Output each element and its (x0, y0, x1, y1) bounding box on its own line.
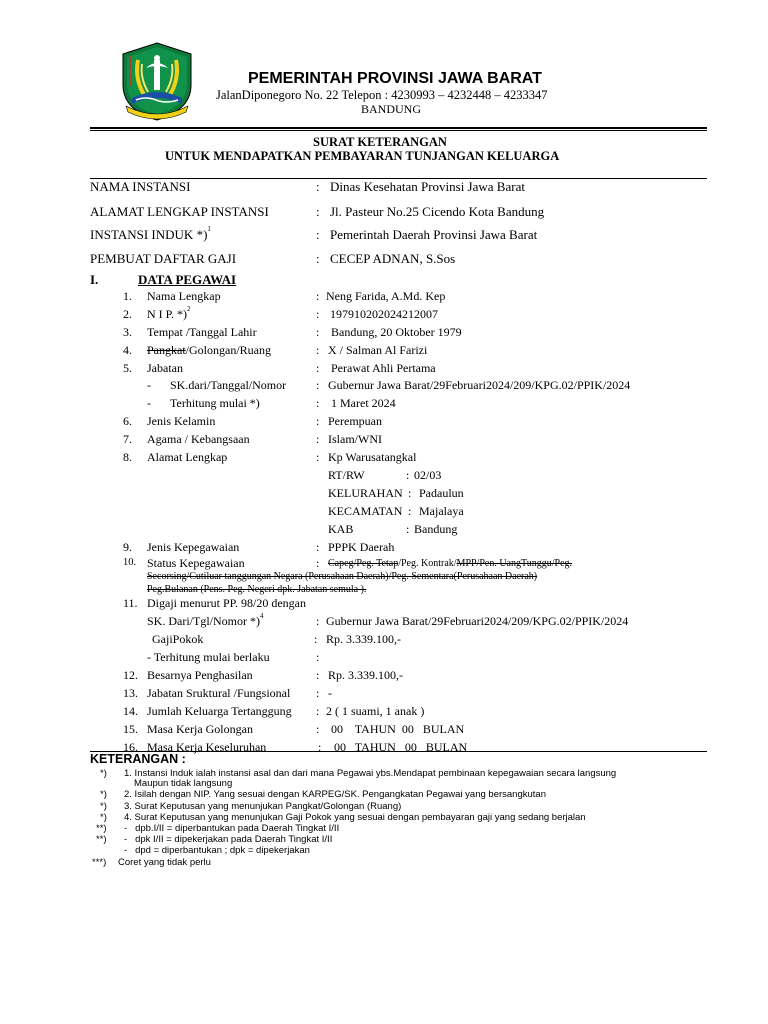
item-sep: : (316, 704, 320, 718)
item-label: Agama / Kebangsaan (147, 432, 250, 446)
effective-date-label: - Terhitung mulai berlaku (147, 650, 270, 664)
item-number: 10. (123, 557, 137, 568)
item-number: 1. (123, 289, 132, 303)
section-number: I. (90, 272, 99, 287)
item-sep: : (316, 450, 320, 464)
sk-label-text: SK. Dari/Tgl/Nomor *) (147, 614, 260, 628)
item-label (147, 307, 191, 322)
item-sep: : (316, 432, 320, 446)
item-number: 8. (123, 450, 132, 464)
document-subtitle: UNTUK MENDAPATKAN PEMBAYARAN TUNJANGAN KELUARGA (165, 149, 560, 163)
note-mark: **) (96, 834, 107, 845)
note-mark: *) (100, 768, 107, 779)
item-dash: - (147, 396, 151, 410)
item-number: 3. (123, 325, 132, 339)
address-value: Majalaya (419, 504, 464, 518)
note-text: 1. Instansi Induk ialah instansi asal dan dari mana Pegawai ybs.Mendapat pembinaan kepegawaian secara langsung (124, 768, 617, 779)
item-label: Digaji menurut PP. 98/20 dengan (147, 596, 306, 610)
item-label: Alamat Lengkap (147, 450, 228, 464)
address-label: KELURAHAN (328, 486, 403, 500)
item-value: 2 ( 1 suami, 1 anak ) (326, 704, 425, 718)
item-value: Bandung, 20 Oktober 1979 (331, 325, 462, 339)
item-label: Tempat /Tanggal Lahir (147, 325, 257, 339)
status-options-line3: Peg.Bulanan (Pens. Peg. Negeri dpk. Jabatan semula ). (147, 584, 367, 595)
note-mark: *) (100, 812, 107, 823)
footnote-mark: 4 (260, 612, 264, 620)
item-sep: : (316, 396, 320, 410)
field-sep: : (316, 179, 320, 194)
item-sep: : (316, 343, 320, 357)
field-value: CECEP ADNAN, S.Sos (330, 251, 456, 266)
field-sep: : (316, 227, 320, 242)
address-value: 02/03 (414, 468, 442, 482)
item-value: Neng Farida, A.Md. Kep (326, 289, 446, 303)
address-sep: : (406, 522, 410, 536)
basic-salary-value: Rp. 3.339.100,- (326, 632, 401, 646)
struck-option: MPP/Pen. UangTunggu/Peg. (456, 558, 573, 569)
government-title: PEMERINTAH PROVINSI JAWA BARAT (248, 70, 542, 87)
item-sep: : (316, 650, 320, 664)
note-mark: *) (100, 789, 107, 800)
item-value: Gubernur Jawa Barat/29Februari2024/209/KPG.02/PPIK/2024 (328, 378, 631, 392)
item-label: Besarnya Penghasilan (147, 668, 253, 682)
field-label-text: INSTANSI INDUK *) (90, 227, 208, 242)
item-label: SK.dari/Tanggal/Nomor (170, 378, 287, 392)
address-value: Padaulun (419, 486, 464, 500)
footnote-mark: 1 (207, 225, 211, 233)
item-sep: : (316, 722, 320, 736)
item-label-text: /Golongan/Ruang (185, 343, 271, 357)
item-sep: : (316, 361, 320, 375)
item-value: 00 TAHUN 00 BULAN (331, 722, 465, 736)
item-sep: : (316, 325, 320, 339)
item-sep: : (316, 556, 320, 570)
status-option: /Peg. Kontrak/ (398, 558, 457, 569)
item-number: 9. (123, 540, 132, 554)
address-label: RT/RW (328, 468, 365, 482)
item-sep: : (316, 378, 320, 392)
status-options-line2: Secorsing/Cutiluar tanggungan Negara (Perusahaan Daerah)/Peg. Sementara(Perusahaan Daerah) (147, 571, 538, 582)
item-sep: : (318, 740, 322, 754)
item-value: X / Salman Al Farizi (328, 343, 428, 357)
item-label-text: N I P. *) (147, 307, 188, 321)
note-text: Maupun tidak langsung (134, 778, 233, 789)
item-number: 6. (123, 414, 132, 428)
item-number: 7. (123, 432, 132, 446)
field-label (90, 227, 211, 243)
item-value: Perawat Ahli Pertama (331, 361, 436, 375)
item-value: 00 TAHUN 00 BULAN (334, 740, 468, 754)
item-label: Nama Lengkap (147, 289, 221, 303)
address-label: KECAMATAN (328, 504, 403, 518)
address-value: Bandung (414, 522, 458, 536)
item-label: Status Kepegawaian (147, 556, 245, 570)
item-value: Perempuan (328, 414, 382, 428)
address-label: KAB (328, 522, 354, 536)
note-text: 2. Isilah dengan NIP. Yang sesuai dengan KARPEG/SK. Pengangkatan Pegawai yang bersangkutan (124, 789, 546, 800)
note-text: 4. Surat Keputusan yang menunjukan Gaji Pokok yang sesuai dengan pembayaran gaji yang sedang berjalan (124, 812, 586, 823)
note-text: - dpd = diperbantukan ; dpk = dipekerjakan (124, 845, 310, 856)
government-address: JalanDiponegoro No. 22 Telepon : 4230993 – 4232448 – 4233347 (216, 88, 548, 102)
item-number: 14. (123, 704, 138, 718)
notes-title: KETERANGAN : (90, 752, 186, 766)
field-label: PEMBUAT DAFTAR GAJI (90, 251, 237, 266)
item-sep: : (316, 686, 320, 700)
header-divider-top (90, 127, 707, 129)
item-label: Masa Kerja Golongan (147, 722, 253, 736)
item-number: 11. (123, 596, 138, 610)
item-sep: : (316, 540, 320, 554)
item-value: Rp. 3.339.100,- (328, 668, 403, 682)
document-title: SURAT KETERANGAN (313, 135, 447, 149)
section-title: DATA PEGAWAI (138, 272, 237, 287)
header-divider-bottom (90, 130, 707, 131)
struck-label: Pangkat (147, 343, 186, 357)
item-sep: : (314, 632, 318, 646)
note-mark: ***) (92, 857, 107, 868)
field-sep: : (316, 251, 320, 266)
item-value: 1 Maret 2024 (331, 396, 396, 410)
address-sep: : (408, 504, 412, 518)
struck-option: Capeg/Peg. Tetap (328, 558, 399, 569)
field-value: Jl. Pasteur No.25 Cicendo Kota Bandung (330, 204, 545, 219)
note-mark: *) (100, 801, 107, 812)
field-sep: : (316, 204, 320, 219)
item-dash: - (147, 378, 151, 392)
item-sep: : (316, 307, 320, 321)
item-sep: : (316, 668, 320, 682)
item-value: - (328, 686, 332, 700)
note-text: 3. Surat Keputusan yang menunjukan Pangkat/Golongan (Ruang) (124, 801, 402, 812)
item-number: 5. (123, 361, 132, 375)
status-options-line1 (328, 558, 572, 569)
item-label: Terhitung mulai *) (170, 396, 260, 410)
item-label: Jumlah Keluarga Tertanggung (147, 704, 292, 718)
address-sep: : (408, 486, 412, 500)
note-text: - dpk I/II = dipekerjakan pada Daerah Tingkat I/II (124, 834, 333, 845)
field-value: Dinas Kesehatan Provinsi Jawa Barat (330, 179, 525, 194)
note-text: - dpb.I/II = diperbantukan pada Daerah Tingkat I/II (124, 823, 340, 834)
note-mark: **) (96, 823, 107, 834)
item-number: 13. (123, 686, 138, 700)
address-sep: : (406, 468, 410, 482)
government-city: BANDUNG (361, 102, 421, 116)
item-number: 4. (123, 343, 132, 357)
west-java-logo (116, 40, 198, 122)
sk-value: Gubernur Jawa Barat/29Februari2024/209/KPG.02/PPIK/2024 (326, 614, 629, 628)
item-number: 12. (123, 668, 138, 682)
footnote-mark: 2 (187, 305, 191, 313)
item-sep: : (316, 289, 320, 303)
item-value: PPPK Daerah (328, 540, 395, 554)
field-label: NAMA INSTANSI (90, 179, 191, 194)
note-text: Coret yang tidak perlu (118, 857, 211, 868)
sk-label (147, 614, 264, 629)
item-value: 197910202024212007 (330, 307, 438, 321)
item-value: Islam/WNI (328, 432, 382, 446)
item-label: Jenis Kelamin (147, 414, 216, 428)
item-number: 2. (123, 307, 132, 321)
item-label (147, 343, 271, 358)
field-value: Pemerintah Daerah Provinsi Jawa Barat (330, 227, 538, 242)
item-label: Jabatan Sruktural /Fungsional (147, 686, 291, 700)
item-sep: : (316, 614, 320, 628)
field-label: ALAMAT LENGKAP INSTANSI (90, 204, 269, 219)
item-sep: : (316, 414, 320, 428)
item-label: Jabatan (147, 361, 183, 375)
item-value: Kp Warusatangkal (328, 450, 417, 464)
item-label: Masa Kerja Keseluruhan (147, 740, 267, 754)
item-number: 16. (123, 740, 138, 754)
item-number: 15. (123, 722, 138, 736)
basic-salary-label: GajiPokok (152, 632, 204, 646)
item-label: Jenis Kepegawaian (147, 540, 240, 554)
